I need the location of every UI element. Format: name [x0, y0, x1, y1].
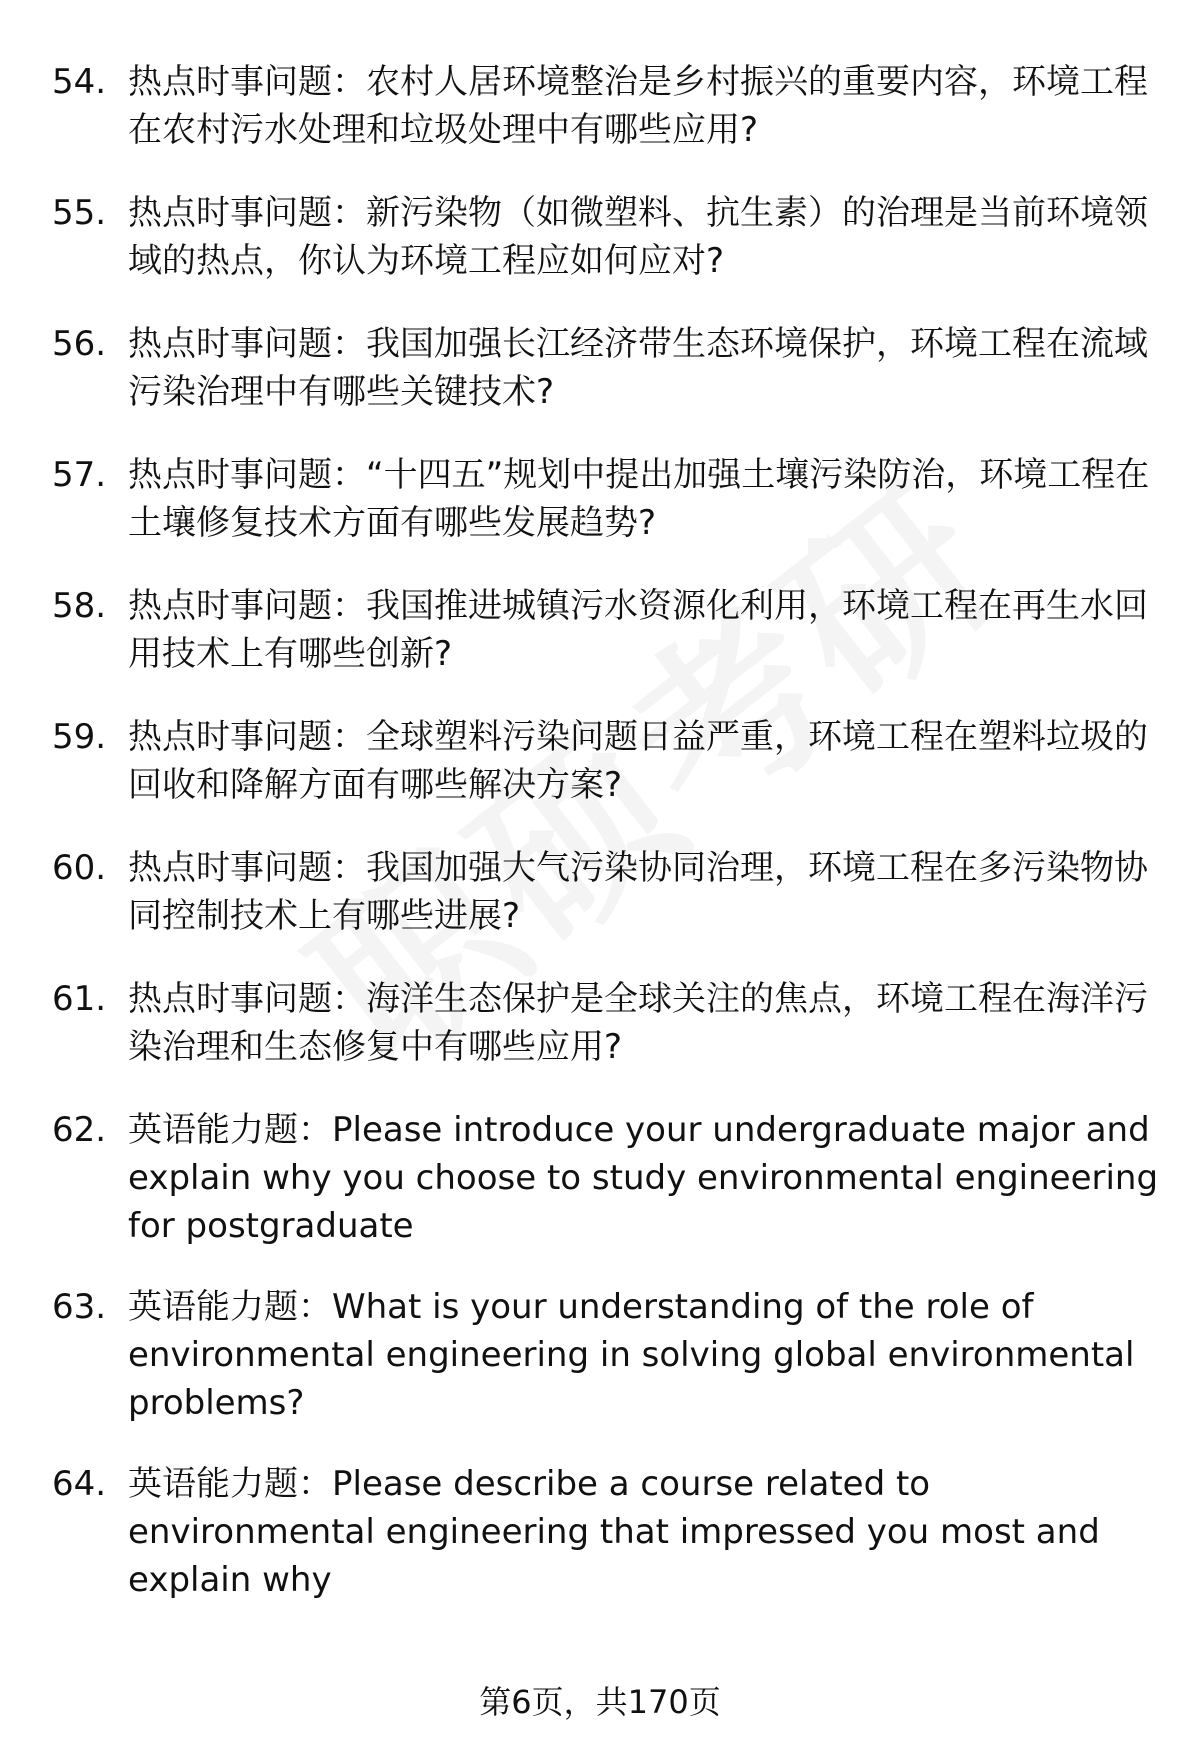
question-text — [128, 713, 1162, 809]
question-number: 60. — [52, 848, 107, 888]
question-number: 59. — [52, 717, 107, 757]
question-item — [52, 1460, 1162, 1604]
question-item — [52, 1283, 1162, 1427]
question-text — [128, 189, 1162, 285]
question-number: 55. — [52, 193, 107, 233]
question-prefix: 热点时事问题： — [128, 62, 366, 102]
question-text — [128, 975, 1162, 1071]
question-item — [52, 189, 1162, 285]
question-prefix: 英语能力题： — [128, 1287, 332, 1327]
question-number: 63. — [52, 1287, 107, 1327]
question-body: What is your understanding of the role of environmental engineering in solving global environmental problems? — [128, 1287, 1135, 1423]
question-number: 57. — [52, 455, 107, 495]
question-text — [128, 1283, 1162, 1427]
question-prefix: 热点时事问题： — [128, 586, 366, 626]
question-prefix: 热点时事问题： — [128, 455, 366, 495]
question-text — [128, 582, 1162, 678]
question-item — [52, 1106, 1162, 1250]
question-item — [52, 582, 1162, 678]
question-item — [52, 451, 1162, 547]
question-number: 54. — [52, 62, 107, 102]
question-text — [128, 320, 1162, 416]
question-list — [52, 58, 1162, 1637]
question-body: 我国加强大气污染协同治理，环境工程在多污染物协同控制技术上有哪些进展? — [128, 848, 1148, 936]
question-prefix: 热点时事问题： — [128, 324, 366, 364]
question-body: 我国推进城镇污水资源化利用，环境工程在再生水回用技术上有哪些创新? — [128, 586, 1148, 674]
question-prefix: 英语能力题： — [128, 1110, 332, 1150]
question-body: 全球塑料污染问题日益严重，环境工程在塑料垃圾的回收和降解方面有哪些解决方案? — [128, 717, 1148, 805]
question-text — [128, 451, 1162, 547]
question-body: 农村人居环境整治是乡村振兴的重要内容，环境工程在农村污水处理和垃圾处理中有哪些应用? — [128, 62, 1148, 150]
question-item — [52, 844, 1162, 940]
question-item — [52, 58, 1162, 154]
page-number-label: 第6页，共170页 — [479, 1683, 721, 1721]
question-body: 我国加强长江经济带生态环境保护，环境工程在流域污染治理中有哪些关键技术? — [128, 324, 1148, 412]
question-number: 58. — [52, 586, 107, 626]
question-body: Please introduce your undergraduate major and explain why you choose to study environmental engineering for postgraduate — [128, 1110, 1159, 1246]
question-body: 海洋生态保护是全球关注的焦点，环境工程在海洋污染治理和生态修复中有哪些应用? — [128, 979, 1148, 1067]
question-prefix: 热点时事问题： — [128, 717, 366, 757]
question-item — [52, 975, 1162, 1071]
question-text — [128, 844, 1162, 940]
question-body: 新污染物（如微塑料、抗生素）的治理是当前环境领域的热点，你认为环境工程应如何应对? — [128, 193, 1148, 281]
question-item — [52, 713, 1162, 809]
question-number: 62. — [52, 1110, 107, 1150]
question-number: 64. — [52, 1464, 107, 1504]
question-text — [128, 58, 1162, 154]
question-prefix: 热点时事问题： — [128, 848, 366, 888]
question-text — [128, 1106, 1162, 1250]
question-item — [52, 320, 1162, 416]
question-text — [128, 1460, 1162, 1604]
question-prefix: 英语能力题： — [128, 1464, 332, 1504]
page-footer — [0, 1682, 1200, 1722]
question-body: “十四五”规划中提出加强土壤污染防治，环境工程在土壤修复技术方面有哪些发展趋势? — [128, 455, 1150, 543]
question-body: Please describe a course related to environmental engineering that impressed you most and explain why — [128, 1464, 1100, 1600]
question-prefix: 热点时事问题： — [128, 193, 366, 233]
question-prefix: 热点时事问题： — [128, 979, 366, 1019]
question-number: 61. — [52, 979, 107, 1019]
question-number: 56. — [52, 324, 107, 364]
